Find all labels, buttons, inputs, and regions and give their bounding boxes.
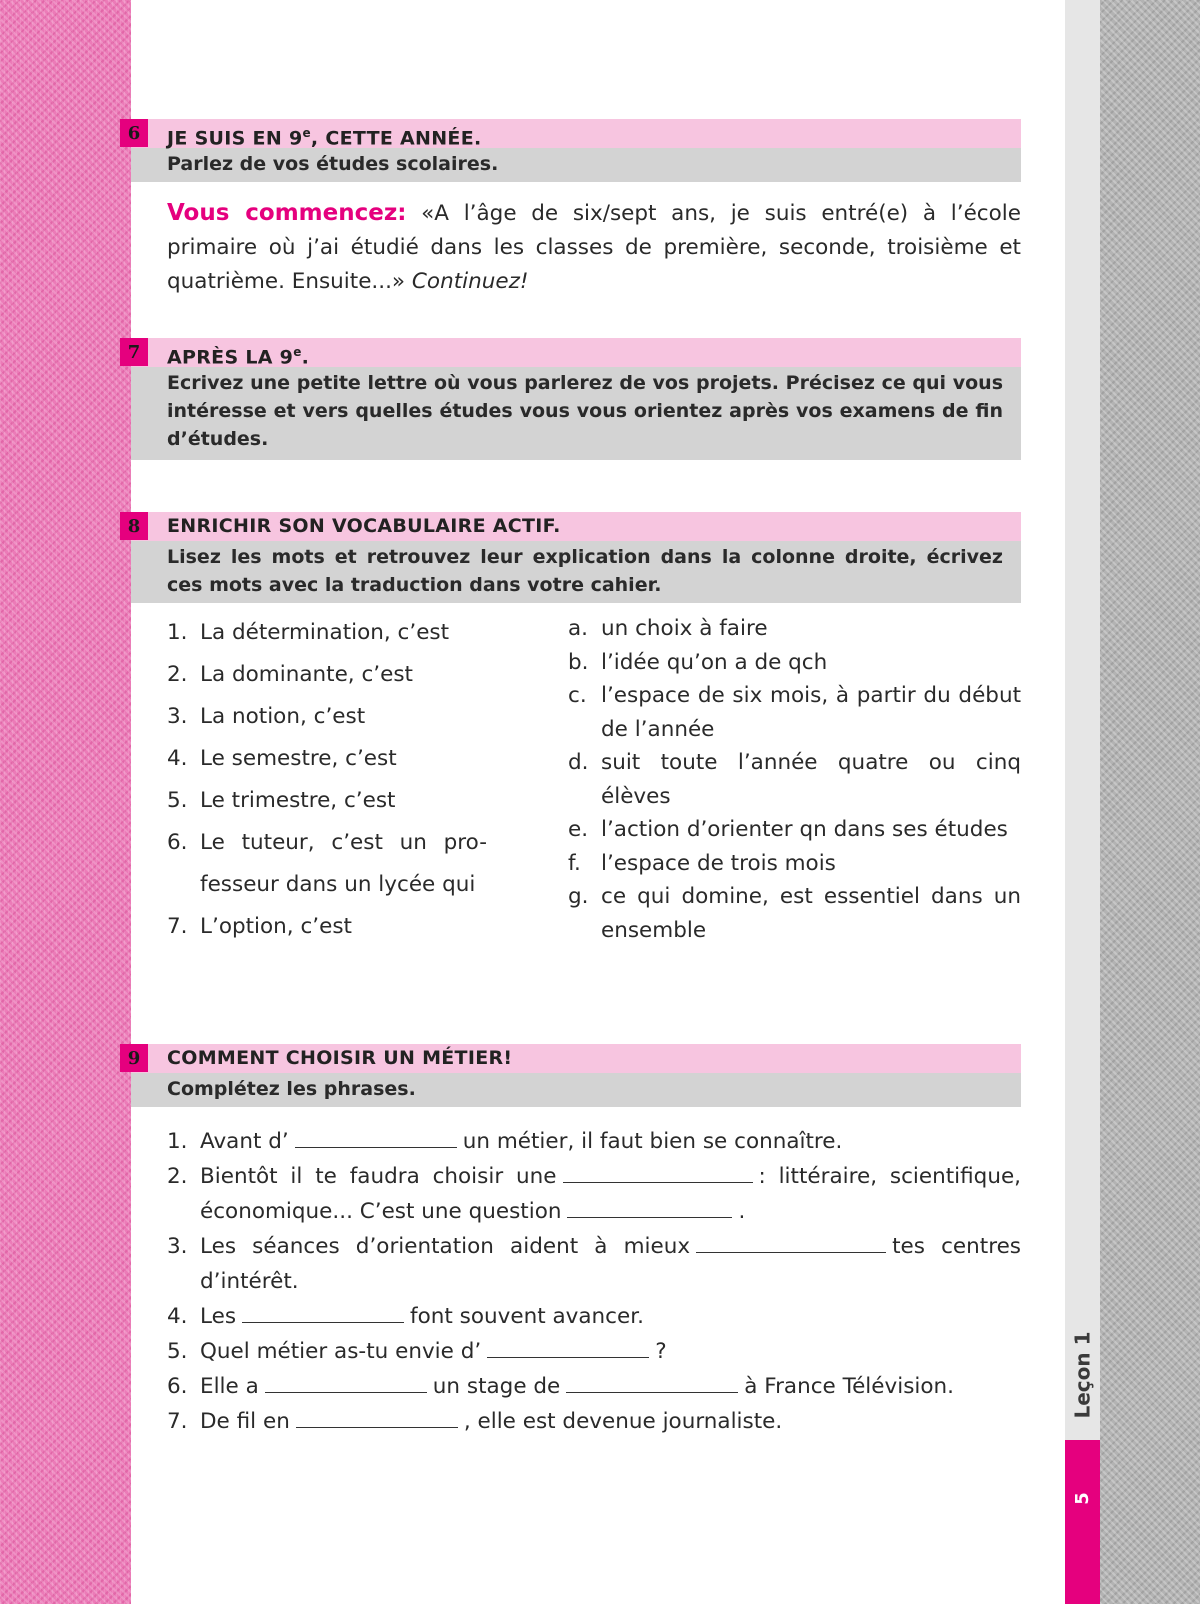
exercise-title: JE SUIS EN 9e, CETTE ANNÉE.: [131, 119, 1021, 148]
exercise-instruction: Ecrivez une petite lettre où vous parlerez de vos projets. Précisez ce qui vous intéresse et vers quelles études vous vous orientez après vos examens de fin d’études.: [131, 367, 1021, 460]
list-item: c. l’espace de six mois, à partir du début de l’année: [568, 683, 1021, 742]
lead-phrase: Vous commencez:: [167, 200, 407, 226]
list-item: 5. Quel métier as-tu envie d’ ?: [167, 1339, 667, 1364]
list-item: b. l’idée qu’on a de qch: [568, 649, 828, 675]
exercise-7-header: [120, 338, 1021, 460]
definitions-list: [568, 612, 1021, 947]
list-item: 4. Les font souvent avancer.: [167, 1304, 644, 1329]
list-item: e. l’action d’orienter qn dans ses études: [568, 817, 1008, 842]
list-item: a. un choix à faire: [568, 616, 768, 641]
exercise-title: APRÈS LA 9e.: [131, 338, 1021, 367]
answer-blank[interactable]: [487, 1337, 649, 1358]
list-item: 7. De fil en , elle est devenue journaliste.: [167, 1409, 783, 1434]
list-item: f. l’espace de trois mois: [568, 850, 836, 876]
terms-list: [167, 612, 487, 948]
answer-blank[interactable]: [296, 1407, 458, 1428]
page-number-tab: [1065, 1440, 1100, 1604]
page-number: 5: [1072, 1492, 1093, 1505]
list-item: 1. La détermination, c’est: [167, 620, 450, 645]
answer-blank[interactable]: [567, 1197, 732, 1218]
answer-blank[interactable]: [696, 1232, 886, 1253]
left-decorative-strip: [0, 0, 131, 1604]
list-item: 5. Le trimestre, c’est: [167, 788, 396, 813]
list-item: 1. Avant d’ un métier, il faut bien se connaître.: [167, 1129, 843, 1154]
list-item: d. suit toute l’année quatre ou cinq élèves: [568, 750, 1021, 809]
exercise-8-header: [120, 512, 1021, 603]
list-item: 7. L’option, c’est: [167, 914, 352, 939]
exercise-title: COMMENT CHOISIR UN MÉTIER!: [131, 1044, 1021, 1073]
list-item: 6. Le tuteur, c’est un pro- fesseur dans un lycée qui: [167, 830, 487, 897]
list-item: 3. Les séances d’orientation aident à mieux tes centres d’intérêt.: [167, 1234, 1021, 1294]
list-item: 2. La dominante, c’est: [167, 662, 413, 687]
exercise-9-header: [120, 1044, 1021, 1107]
exercise-number: 9: [120, 1044, 148, 1072]
list-item: 3. La notion, c’est: [167, 704, 366, 729]
fill-in-list: [167, 1124, 1021, 1439]
right-decorative-strip: [1100, 0, 1200, 1604]
exercise-number: 8: [120, 512, 148, 540]
answer-blank[interactable]: [566, 1372, 738, 1393]
exercise-title: ENRICHIR SON VOCABULAIRE ACTIF.: [131, 512, 1021, 541]
answer-blank[interactable]: [295, 1127, 457, 1148]
list-item: 2. Bientôt il te faudra choisir une : littéraire, scientifique, économique... C’est une question .: [167, 1164, 1022, 1224]
list-item: 6. Elle a un stage de à France Télévision.: [167, 1374, 954, 1399]
exercise-instruction: Complétez les phrases.: [131, 1073, 1021, 1107]
lesson-label: Leçon 1: [1071, 1331, 1095, 1419]
list-item: g. ce qui domine, est essentiel dans un ensemble: [568, 884, 1021, 943]
answer-blank[interactable]: [242, 1302, 404, 1323]
list-item: 4. Le semestre, c’est: [167, 746, 397, 771]
exercise-number: 7: [120, 338, 148, 366]
answer-blank[interactable]: [563, 1162, 753, 1183]
answer-blank[interactable]: [265, 1372, 427, 1393]
exercise-instruction: Parlez de vos études scolaires.: [131, 148, 1021, 182]
exercise-6-header: [120, 119, 1021, 182]
exercise-instruction: Lisez les mots et retrouvez leur explication dans la colonne droite, écrivez ces mots avec la traduction dans votre cahier.: [131, 541, 1021, 603]
exercise-number: 6: [120, 119, 148, 147]
exercise-6-text: Vous commencez: «A l’âge de six/sept ans, je suis entré(e) à l’école primaire où j’ai étudié dans les classes de première, seconde, troisième et quatrième. Ensuite...» Continuez!: [167, 200, 1021, 294]
